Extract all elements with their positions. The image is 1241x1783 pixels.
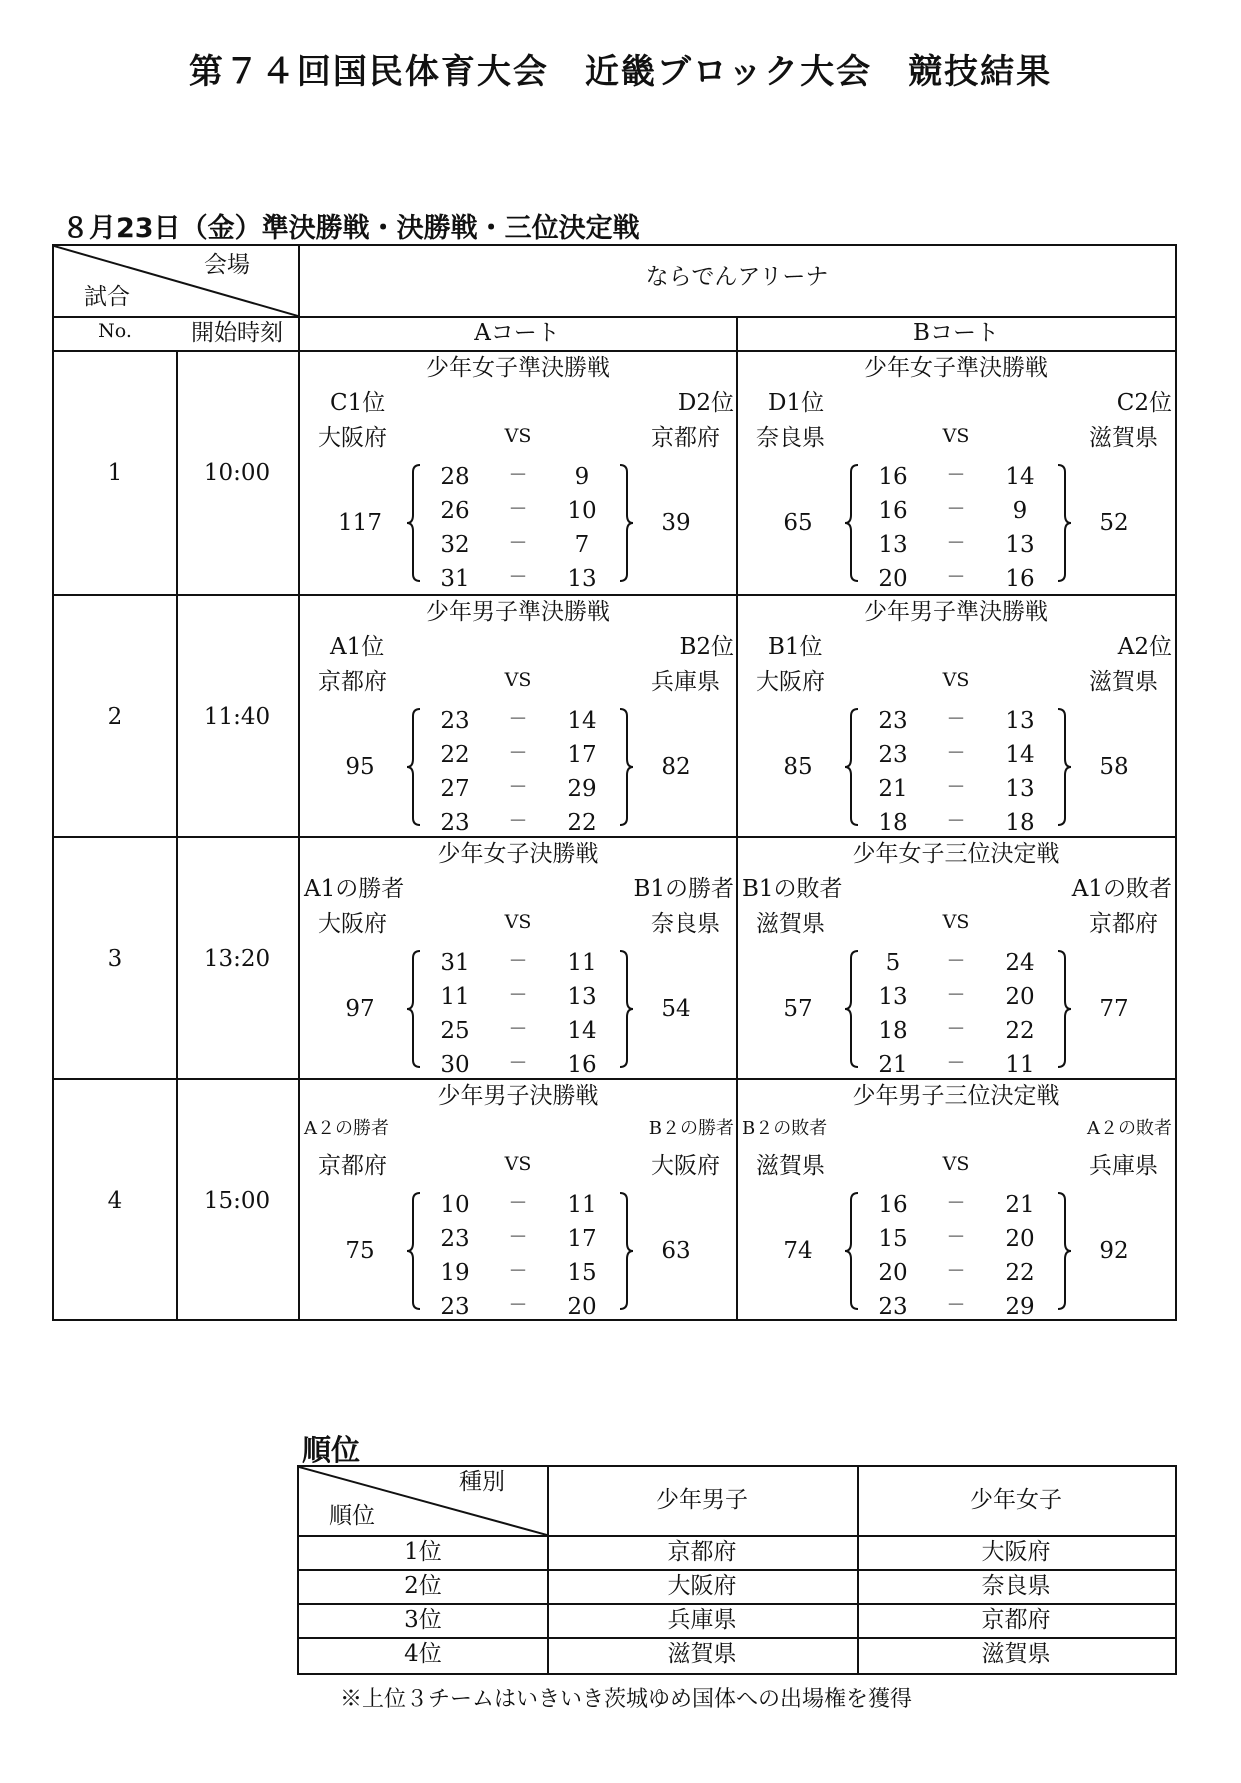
period-score-left: 16 (878, 498, 908, 524)
left-team: 滋賀県 (756, 911, 825, 937)
event-name: 少年男子三位決定戦 (852, 1083, 1060, 1109)
event-name: 少年女子決勝戦 (437, 841, 599, 867)
right-seed: A２の敗者 (1087, 1118, 1172, 1139)
period-score-left: 21 (878, 776, 908, 802)
period-score-left: 16 (878, 1192, 908, 1218)
row-rule-2 (54, 836, 1175, 838)
period-score-right: 11 (567, 1192, 597, 1218)
period-dash: － (946, 1226, 966, 1248)
left-total: 95 (345, 754, 375, 780)
event-name: 少年女子準決勝戦 (426, 355, 610, 381)
period-score-left: 15 (878, 1226, 908, 1252)
right-total: 58 (1099, 754, 1129, 780)
period-dash: － (508, 1294, 528, 1316)
right-team: 兵庫県 (651, 669, 720, 695)
period-score-left: 10 (440, 1192, 470, 1218)
period-dash: － (946, 566, 966, 588)
period-score-left: 20 (878, 566, 908, 592)
match-no: 4 (107, 1188, 123, 1214)
period-score-left: 20 (878, 1260, 908, 1286)
period-dash: － (508, 1226, 528, 1248)
period-dash: － (946, 532, 966, 554)
right-seed: B2位 (679, 634, 734, 660)
right-total: 82 (661, 754, 691, 780)
right-total: 92 (1099, 1238, 1129, 1264)
standings-table (297, 1465, 1177, 1675)
period-dash: － (508, 950, 528, 972)
period-dash: － (508, 984, 528, 1006)
venue-name: ならでんアリーナ (645, 264, 829, 290)
left-seed: B２の敗者 (742, 1118, 828, 1139)
col-rule-time (298, 246, 300, 1321)
standings-heading: 順位 (302, 1433, 361, 1467)
court-b-label: Bコート (913, 320, 999, 346)
period-score-left: 23 (440, 1294, 470, 1320)
left-seed: A1の勝者 (304, 876, 405, 902)
left-total: 97 (345, 996, 375, 1022)
left-team: 大阪府 (756, 669, 825, 695)
period-score-left: 18 (878, 810, 908, 836)
col-rule-court (736, 316, 738, 1321)
standings-boys-team: 滋賀県 (667, 1641, 737, 1667)
start-time: 15:00 (203, 1188, 271, 1214)
period-dash: － (508, 776, 528, 798)
match-no: 2 (107, 704, 123, 730)
left-team: 京都府 (318, 1153, 387, 1179)
period-dash: － (508, 708, 528, 730)
event-name: 少年男子準決勝戦 (864, 599, 1048, 625)
period-score-left: 18 (878, 1018, 908, 1044)
period-score-right: 14 (567, 708, 597, 734)
period-score-left: 22 (440, 742, 470, 768)
period-score-left: 27 (440, 776, 470, 802)
right-total: 39 (661, 510, 691, 536)
period-score-left: 5 (885, 950, 901, 976)
left-total: 74 (783, 1238, 813, 1264)
column-no: No. (98, 320, 132, 342)
period-score-right: 16 (567, 1052, 597, 1078)
vs-label: VS (942, 425, 970, 447)
period-score-right: 17 (567, 742, 597, 768)
period-score-left: 11 (440, 984, 470, 1010)
header-match: 試合 (84, 284, 130, 310)
period-dash: － (508, 1260, 528, 1282)
standings-row-rule-1 (299, 1569, 1175, 1571)
row-rule-3 (54, 1078, 1175, 1080)
period-dash: － (946, 810, 966, 832)
left-team: 大阪府 (318, 425, 387, 451)
court-a-label: Aコート (474, 320, 560, 346)
period-score-left: 26 (440, 498, 470, 524)
event-name: 少年男子決勝戦 (437, 1083, 599, 1109)
vs-label: VS (504, 669, 532, 691)
left-team: 京都府 (318, 669, 387, 695)
standings-rank: 2位 (404, 1573, 442, 1599)
start-time: 10:00 (203, 460, 271, 486)
period-score-left: 19 (440, 1260, 470, 1286)
period-dash: － (946, 1192, 966, 1214)
right-total: 77 (1099, 996, 1129, 1022)
period-score-right: 20 (1005, 984, 1035, 1010)
left-team: 大阪府 (318, 911, 387, 937)
period-score-right: 24 (1005, 950, 1035, 976)
period-score-right: 9 (574, 464, 590, 490)
period-dash: － (946, 984, 966, 1006)
schedule-table (52, 244, 1177, 1321)
right-seed: B1の勝者 (633, 876, 734, 902)
period-score-right: 21 (1005, 1192, 1035, 1218)
right-total: 54 (661, 996, 691, 1022)
standings-girls-team: 京都府 (981, 1607, 1051, 1633)
standings-row-rule-3 (299, 1637, 1175, 1639)
left-total: 65 (783, 510, 813, 536)
right-team: 京都府 (651, 425, 720, 451)
period-score-left: 21 (878, 1052, 908, 1078)
period-dash: － (946, 1260, 966, 1282)
start-time: 11:40 (203, 704, 271, 730)
standings-header-category: 種別 (459, 1469, 505, 1495)
period-score-left: 31 (440, 566, 470, 592)
right-team: 京都府 (1089, 911, 1158, 937)
standings-row-rule-2 (299, 1603, 1175, 1605)
period-dash: － (946, 498, 966, 520)
standings-girls-team: 大阪府 (981, 1539, 1051, 1565)
period-score-right: 11 (567, 950, 597, 976)
right-total: 52 (1099, 510, 1129, 536)
left-seed: D1位 (768, 390, 825, 416)
period-dash: － (508, 464, 528, 486)
period-score-right: 13 (1005, 708, 1035, 734)
match-no: 1 (107, 460, 123, 486)
vs-label: VS (504, 911, 532, 933)
left-seed: A1位 (330, 634, 385, 660)
left-total: 57 (783, 996, 813, 1022)
period-score-right: 13 (567, 566, 597, 592)
period-dash: － (508, 742, 528, 764)
period-score-right: 16 (1005, 566, 1035, 592)
period-score-left: 23 (878, 1294, 908, 1320)
period-dash: － (946, 1294, 966, 1316)
period-score-left: 25 (440, 1018, 470, 1044)
left-total: 75 (345, 1238, 375, 1264)
event-name: 少年女子準決勝戦 (864, 355, 1048, 381)
vs-label: VS (942, 669, 970, 691)
vs-label: VS (504, 1153, 532, 1175)
date-heading: ８月23日（金）準決勝戦・決勝戦・三位決定戦 (62, 213, 640, 244)
period-dash: － (508, 532, 528, 554)
right-seed: B２の勝者 (648, 1118, 734, 1139)
event-name: 少年男子準決勝戦 (426, 599, 610, 625)
period-dash: － (508, 498, 528, 520)
period-score-right: 22 (1005, 1018, 1035, 1044)
period-score-right: 15 (567, 1260, 597, 1286)
standings-header-rank: 順位 (329, 1503, 375, 1529)
standings-girls-team: 滋賀県 (981, 1641, 1051, 1667)
right-seed: C2位 (1116, 390, 1172, 416)
period-score-left: 31 (440, 950, 470, 976)
standings-rank: 1位 (404, 1539, 442, 1565)
right-team: 兵庫県 (1089, 1153, 1158, 1179)
vs-label: VS (942, 911, 970, 933)
period-dash: － (946, 708, 966, 730)
period-score-left: 23 (440, 708, 470, 734)
period-score-right: 9 (1012, 498, 1028, 524)
period-score-right: 14 (1005, 464, 1035, 490)
subheader-rule (54, 350, 1175, 352)
period-dash: － (508, 566, 528, 588)
period-score-right: 20 (567, 1294, 597, 1320)
period-score-left: 13 (878, 532, 908, 558)
period-dash: － (946, 1052, 966, 1074)
standings-col-boys: 少年男子 (656, 1487, 748, 1513)
standings-note: ※上位３チームはいきいき茨城ゆめ国体への出場権を獲得 (340, 1687, 913, 1712)
right-team: 大阪府 (651, 1153, 720, 1179)
period-score-left: 28 (440, 464, 470, 490)
standings-col-rule-2 (857, 1467, 859, 1673)
vs-label: VS (504, 425, 532, 447)
period-dash: － (946, 950, 966, 972)
period-score-right: 29 (567, 776, 597, 802)
period-score-right: 20 (1005, 1226, 1035, 1252)
period-score-right: 22 (1005, 1260, 1035, 1286)
period-score-right: 7 (574, 532, 590, 558)
standings-boys-team: 京都府 (667, 1539, 737, 1565)
vs-label: VS (942, 1153, 970, 1175)
standings-rank: 4位 (404, 1641, 442, 1667)
period-dash: － (508, 810, 528, 832)
standings-girls-team: 奈良県 (981, 1573, 1051, 1599)
period-score-right: 14 (1005, 742, 1035, 768)
left-seed: B1の敗者 (742, 876, 843, 902)
header-rule (54, 316, 1175, 318)
start-time: 13:20 (203, 946, 271, 972)
period-score-right: 17 (567, 1226, 597, 1252)
period-score-left: 23 (440, 810, 470, 836)
left-total: 117 (338, 510, 382, 536)
period-dash: － (946, 464, 966, 486)
standings-header-rule (299, 1535, 1175, 1537)
period-score-right: 13 (567, 984, 597, 1010)
left-seed: C1位 (330, 390, 386, 416)
period-score-left: 23 (878, 708, 908, 734)
period-dash: － (508, 1018, 528, 1040)
period-dash: － (946, 1018, 966, 1040)
page-title: 第７４回国民体育大会 近畿ブロック大会 競技結果 (188, 52, 1053, 92)
right-seed: A2位 (1117, 634, 1172, 660)
period-score-left: 13 (878, 984, 908, 1010)
period-score-right: 13 (1005, 776, 1035, 802)
period-score-right: 11 (1005, 1052, 1035, 1078)
period-score-right: 13 (1005, 532, 1035, 558)
left-seed: A２の勝者 (304, 1118, 389, 1139)
period-score-right: 18 (1005, 810, 1035, 836)
header-venue: 会場 (204, 252, 250, 278)
right-total: 63 (661, 1238, 691, 1264)
standings-boys-team: 兵庫県 (667, 1607, 737, 1633)
period-score-left: 23 (440, 1226, 470, 1252)
right-seed: D2位 (677, 390, 734, 416)
right-team: 滋賀県 (1089, 425, 1158, 451)
period-score-left: 32 (440, 532, 470, 558)
period-dash: － (508, 1192, 528, 1214)
left-seed: B1位 (768, 634, 823, 660)
match-no: 3 (107, 946, 123, 972)
period-score-right: 10 (567, 498, 597, 524)
period-score-left: 16 (878, 464, 908, 490)
left-total: 85 (783, 754, 813, 780)
right-team: 滋賀県 (1089, 669, 1158, 695)
standings-boys-team: 大阪府 (667, 1573, 737, 1599)
period-score-right: 14 (567, 1018, 597, 1044)
event-name: 少年女子三位決定戦 (852, 841, 1060, 867)
right-team: 奈良県 (651, 911, 720, 937)
period-score-left: 30 (440, 1052, 470, 1078)
left-team: 滋賀県 (756, 1153, 825, 1179)
period-dash: － (508, 1052, 528, 1074)
period-score-left: 23 (878, 742, 908, 768)
standings-rank: 3位 (404, 1607, 442, 1633)
period-score-right: 29 (1005, 1294, 1035, 1320)
period-dash: － (946, 776, 966, 798)
column-start-time: 開始時刻 (191, 320, 283, 346)
right-seed: A1の敗者 (1071, 876, 1172, 902)
row-rule-1 (54, 594, 1175, 596)
standings-col-girls: 少年女子 (970, 1487, 1062, 1513)
period-dash: － (946, 742, 966, 764)
period-score-right: 22 (567, 810, 597, 836)
col-rule-no (176, 350, 178, 1321)
left-team: 奈良県 (756, 425, 825, 451)
